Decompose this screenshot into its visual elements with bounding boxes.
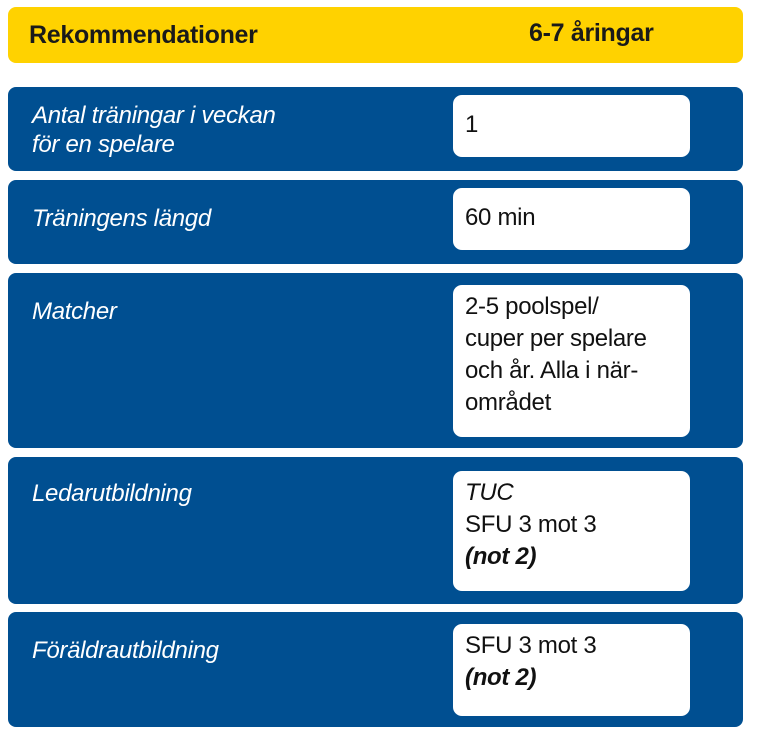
value-line: SFU 3 mot 3: [465, 511, 597, 538]
value-line: SFU 3 mot 3: [465, 632, 597, 659]
header-age-group: 6-7 åringar: [529, 19, 654, 47]
value-box: [453, 95, 690, 157]
value-box: [453, 624, 690, 716]
label-line: Föräldrautbildning: [32, 637, 219, 664]
row-label: [32, 101, 276, 159]
row-matches: [8, 273, 743, 448]
row-leader-education: [8, 457, 743, 604]
row-training-length: [8, 180, 743, 264]
row-label: [32, 479, 192, 508]
label-line: Matcher: [32, 298, 117, 325]
value-line: 1: [465, 111, 479, 138]
row-label: [32, 636, 219, 665]
value-line: cuper per spelare: [465, 325, 647, 352]
row-label: [32, 204, 211, 233]
value-line-note: (not 2): [465, 543, 537, 570]
label-line: Ledarutbildning: [32, 480, 192, 507]
value-box: [453, 285, 690, 437]
value-box: [453, 471, 690, 591]
row-parent-education: [8, 612, 743, 727]
value-line: TUC: [465, 479, 514, 506]
value-line: 60 min: [465, 204, 536, 231]
header-bar: [8, 7, 743, 63]
label-line: Träningens längd: [32, 205, 211, 232]
value-line: och år. Alla i när-: [465, 357, 639, 384]
label-line: för en spelare: [32, 131, 175, 158]
value-line-note: (not 2): [465, 664, 537, 691]
value-line: området: [465, 389, 551, 416]
header-title: Rekommendationer: [29, 21, 258, 49]
row-label: [32, 297, 117, 326]
value-line: 2-5 poolspel/: [465, 293, 599, 320]
label-line: Antal träningar i veckan: [32, 102, 276, 129]
row-training-frequency: [8, 87, 743, 171]
value-box: [453, 188, 690, 250]
